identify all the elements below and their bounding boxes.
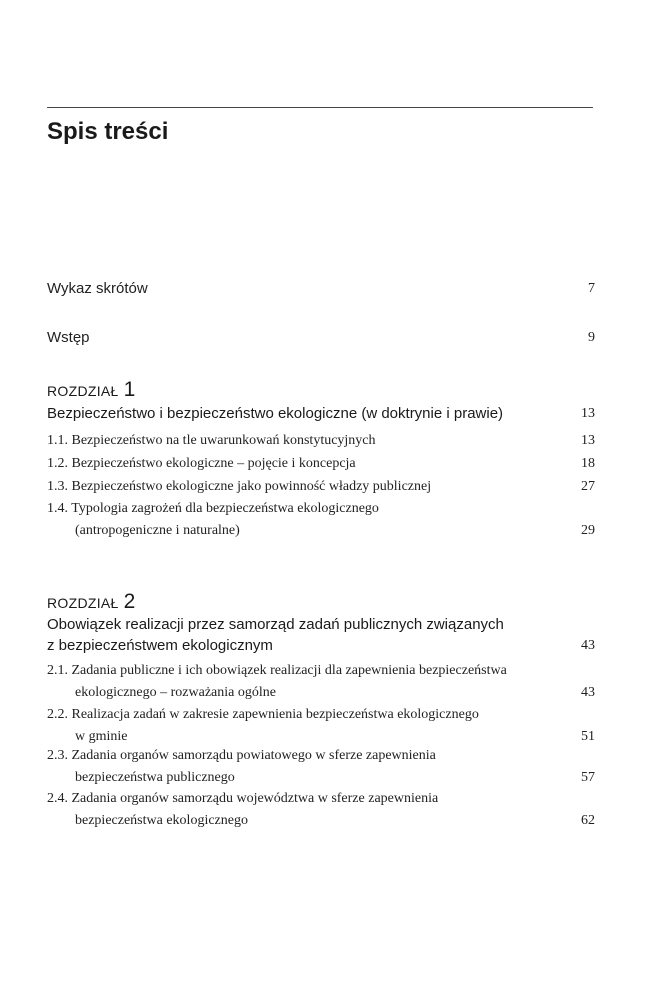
toc-page-number: 13 (581, 406, 595, 421)
chapter-2-label (47, 590, 136, 614)
section-number: 1.3. (47, 479, 68, 494)
section-number: 2.4. (47, 791, 68, 806)
toc-page-number: 43 (581, 685, 595, 700)
chapter-label-text: ROZDZIAŁ (47, 595, 119, 611)
section-number: 2.2. (47, 707, 68, 722)
section-title: Typologia zagrożeń dla bezpieczeństwa ekologicznego (71, 501, 379, 516)
section-title: Zadania organów samorządu powiatowego w sferze zapewnienia (71, 748, 436, 763)
section-title: Bezpieczeństwo ekologiczne – pojęcie i koncepcja (71, 456, 356, 471)
section-title-continuation: bezpieczeństwa ekologicznego (75, 813, 248, 828)
section-title: Bezpieczeństwo na tle uwarunkowań konstytucyjnych (71, 433, 376, 448)
toc-entry-label: Wykaz skrótów (47, 280, 148, 297)
toc-page-number: 9 (588, 330, 595, 345)
toc-section-2-1[interactable] (47, 660, 595, 704)
toc-section-2-2[interactable] (47, 704, 595, 748)
chapter-title-line: Bezpieczeństwo i bezpieczeństwo ekologiczne (w doktrynie i prawie) (47, 405, 504, 422)
chapter-2-title[interactable] (47, 614, 595, 656)
chapter-1-title[interactable] (47, 403, 595, 424)
section-number: 2.1. (47, 663, 68, 678)
toc-entry-abbreviations[interactable] (47, 278, 595, 299)
toc-section-2-3[interactable] (47, 745, 595, 789)
section-title-continuation: w gminie (75, 729, 128, 744)
toc-section-1-2[interactable] (47, 453, 595, 475)
toc-section-1-4[interactable] (47, 498, 595, 542)
toc-entry-introduction[interactable] (47, 327, 595, 348)
toc-section-2-4[interactable] (47, 788, 595, 832)
header-rule (47, 107, 593, 108)
toc-section-1-3[interactable] (47, 476, 595, 498)
chapter-number: 2 (123, 590, 136, 613)
chapter-title-line: z bezpieczeństwem ekologicznym (47, 637, 273, 654)
toc-page-number: 29 (581, 523, 595, 538)
section-title: Realizacja zadań w zakresie zapewnienia bezpieczeństwa ekologicznego (71, 707, 479, 722)
section-title: Bezpieczeństwo ekologiczne jako powinność władzy publicznej (71, 479, 432, 494)
section-number: 2.3. (47, 748, 68, 763)
section-title: Zadania organów samorządu województwa w sferze zapewnienia (71, 791, 439, 806)
toc-section-1-1[interactable] (47, 430, 595, 452)
section-title-continuation: bezpieczeństwa publicznego (75, 770, 235, 785)
toc-page-number: 62 (581, 813, 595, 828)
toc-page-number: 57 (581, 770, 595, 785)
toc-page-number: 27 (581, 479, 595, 494)
section-number: 1.1. (47, 433, 68, 448)
section-number: 1.2. (47, 456, 68, 471)
section-number: 1.4. (47, 501, 68, 516)
toc-page-number: 51 (581, 729, 595, 744)
page-title: Spis treści (47, 118, 169, 145)
toc-page-number: 43 (581, 638, 595, 653)
chapter-number: 1 (123, 378, 136, 401)
toc-entry-label: Wstęp (47, 329, 90, 346)
section-title-continuation: ekologicznego – rozważania ogólne (75, 685, 276, 700)
section-title-continuation: (antropogeniczne i naturalne) (75, 523, 240, 538)
toc-page-number: 18 (581, 456, 595, 471)
chapter-label-text: ROZDZIAŁ (47, 383, 119, 399)
toc-page-number: 7 (588, 281, 595, 296)
chapter-1-label (47, 378, 136, 402)
section-title: Zadania publiczne i ich obowiązek realizacji dla zapewnienia bezpieczeństwa (71, 663, 507, 678)
chapter-title-line: Obowiązek realizacji przez samorząd zadań publicznych związanych (47, 616, 504, 633)
toc-page-number: 13 (581, 433, 595, 448)
